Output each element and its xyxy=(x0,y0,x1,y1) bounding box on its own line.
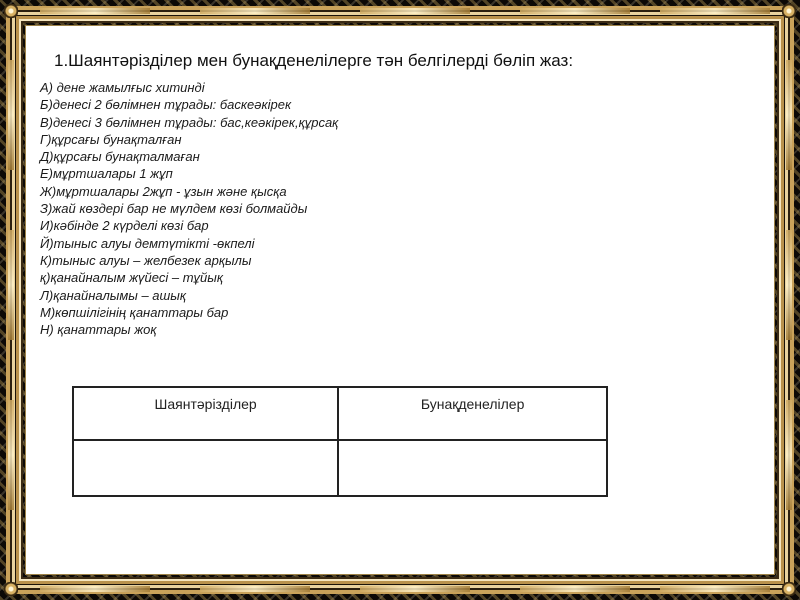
header-crustaceans: Шаянтәрізділер xyxy=(73,387,338,440)
frame-ornament-tile xyxy=(520,586,630,592)
corner-ornament xyxy=(782,4,796,18)
list-item: Л)қанайналымы – ашық xyxy=(40,287,187,303)
task-title: 1.Шаянтәрізділер мен бунақденелілерге тән белгілерді бөліп жаз: xyxy=(54,51,574,70)
frame-ornament-tile xyxy=(40,8,150,14)
list-item: М)көпшілігінің қанаттары бар xyxy=(40,304,229,320)
frame-ornament-tile xyxy=(40,586,150,592)
frame-ornament-tile xyxy=(360,586,470,592)
frame-ornament-tile xyxy=(8,60,14,170)
list-item: З)жай көздері бар не мүлдем көзі болмайды xyxy=(40,201,308,217)
list-item: Й)тыныс алуы демтүтікті -өкпелі xyxy=(40,235,255,251)
list-item: Б)денесі 2 бөлімнен тұрады: баскеәкірек xyxy=(40,97,292,113)
frame-ornament-tile xyxy=(786,60,792,170)
table-cell-insects[interactable] xyxy=(338,440,607,496)
table-header-row xyxy=(73,387,607,440)
features-list xyxy=(40,79,338,338)
table-cell-crustaceans[interactable] xyxy=(73,440,338,496)
list-item: К)тыныс алуы – желбезек арқылы xyxy=(40,252,252,268)
list-item: Д)құрсағы бунақталмаған xyxy=(40,149,200,165)
frame-ornament-tile xyxy=(786,230,792,340)
corner-ornament xyxy=(4,4,18,18)
frame-ornament-tile xyxy=(8,230,14,340)
table-row xyxy=(73,440,607,496)
list-item: Н) қанаттары жоқ xyxy=(40,322,157,338)
list-item: Г)құрсағы бунақталған xyxy=(40,131,182,147)
frame-ornament-tile xyxy=(200,586,310,592)
list-item: И)кәбінде 2 күрделі көзі бар xyxy=(40,218,209,234)
frame-ornament-tile xyxy=(520,8,630,14)
header-insects: Бунақденелілер xyxy=(338,387,607,440)
corner-ornament xyxy=(782,582,796,596)
list-item: Ж)мұртшалары 2жұп - ұзын және қысқа xyxy=(40,183,287,199)
frame-ornament-tile xyxy=(660,8,770,14)
frame-ornament-tile xyxy=(200,8,310,14)
frame-ornament-tile xyxy=(660,586,770,592)
list-item: А) дене жамылғыс хитинді xyxy=(40,80,205,95)
frame-ornament-tile xyxy=(360,8,470,14)
list-item: қ)қанайналым жүйесі – тұйық xyxy=(40,270,223,286)
frame-ornament-tile xyxy=(8,400,14,510)
list-item: Е)мұртшалары 1 жұп xyxy=(40,166,173,182)
list-item: В)денесі 3 бөлімнен тұрады: бас,кеәкірек,құрсақ xyxy=(40,114,339,130)
frame-ornament-tile xyxy=(786,400,792,510)
classification-table xyxy=(72,386,608,497)
corner-ornament xyxy=(4,582,18,596)
